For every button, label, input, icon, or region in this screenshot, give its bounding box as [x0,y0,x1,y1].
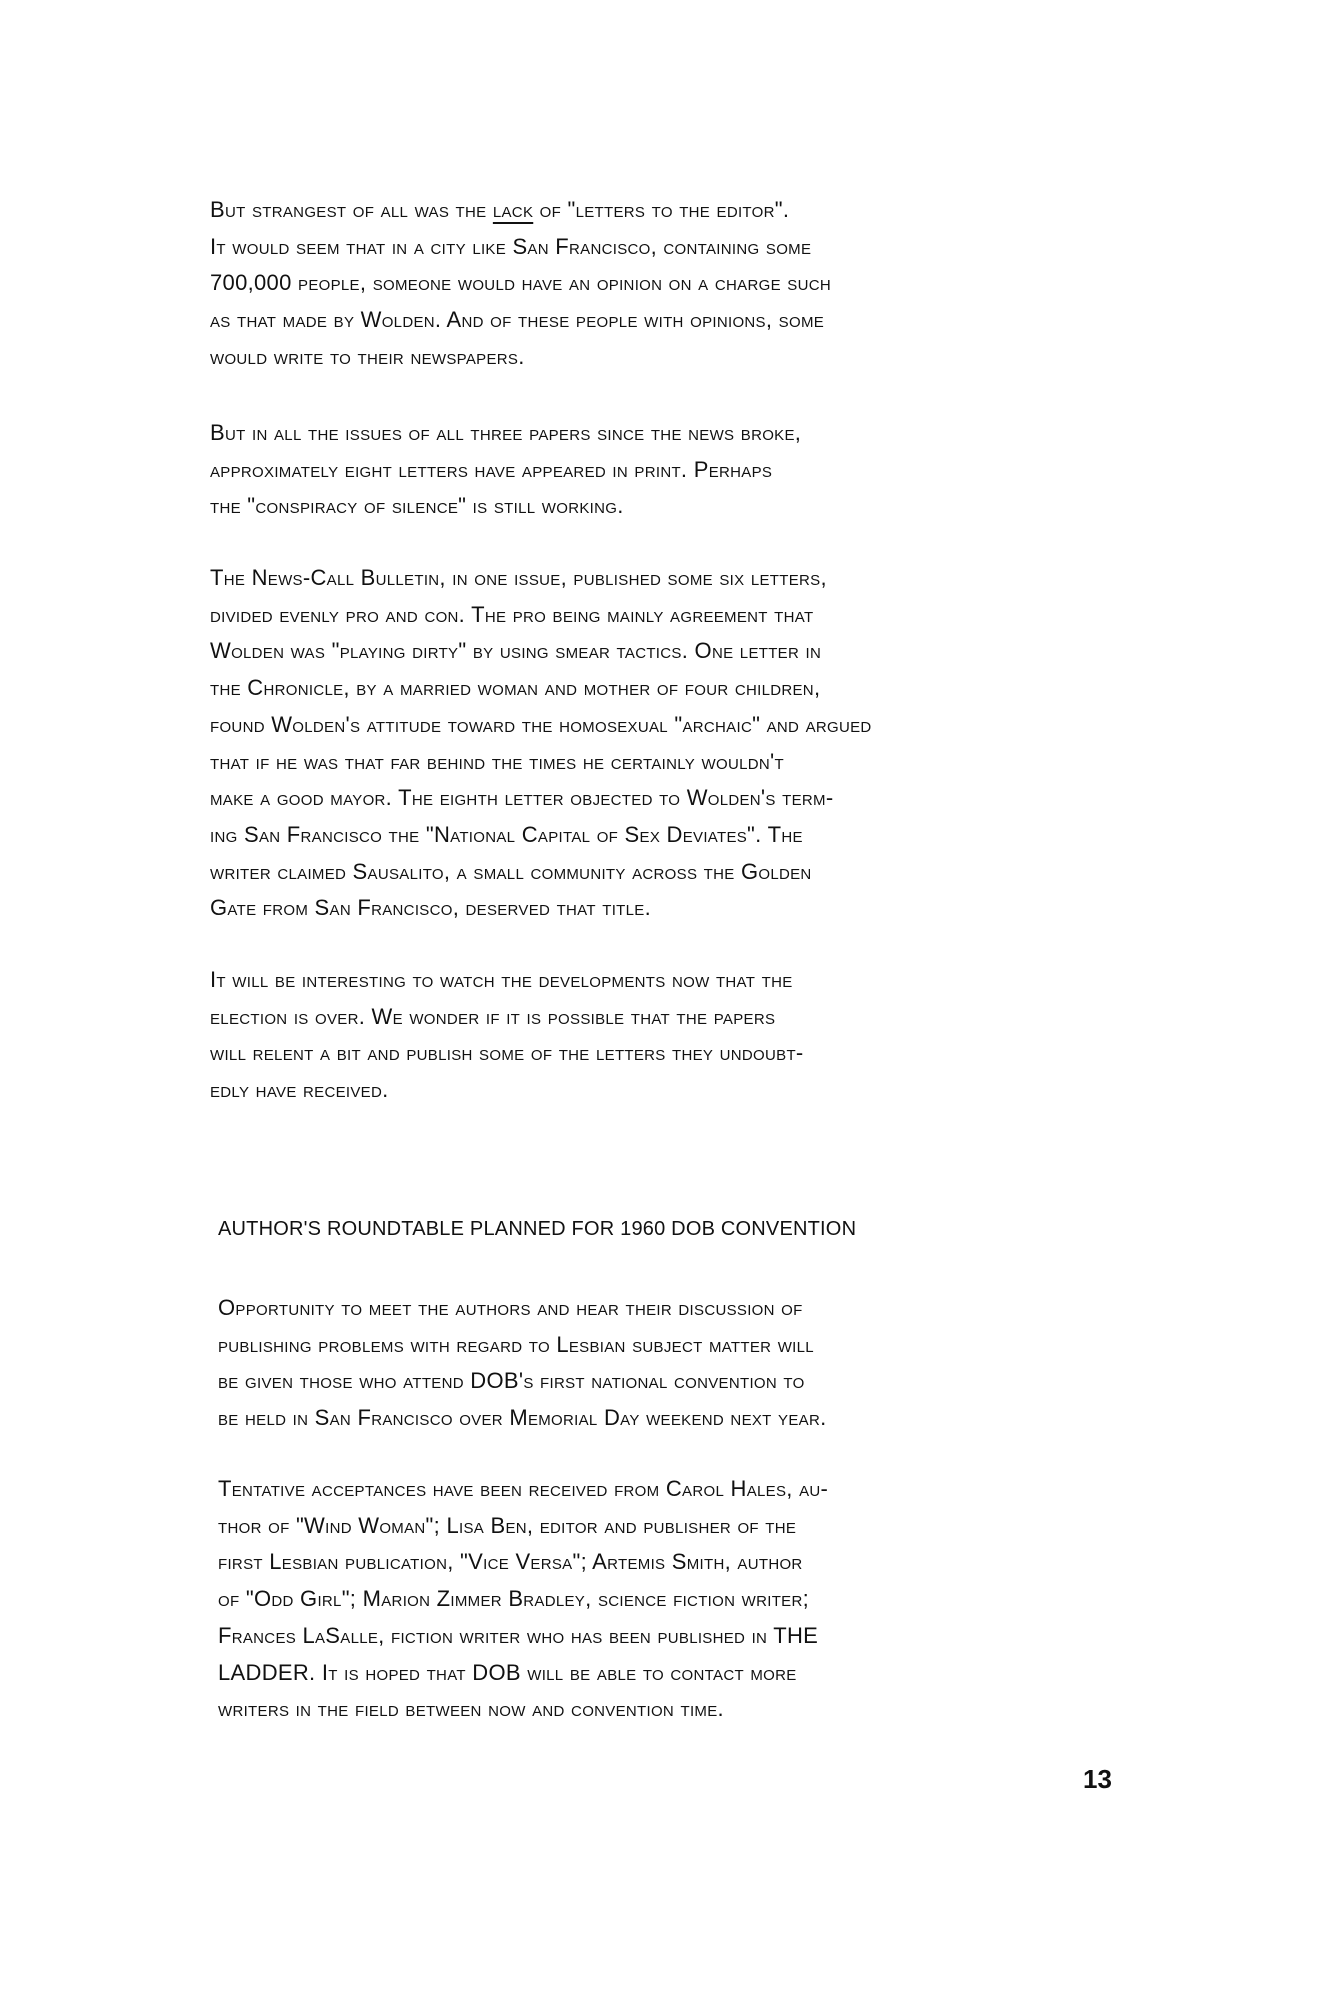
text-line: that if he was that far behind the times he certainly wouldn't [210,748,784,774]
text-line: Opportunity to meet the authors and hear their discussion of [218,1295,803,1320]
text-line: ing San Francisco the "National Capital of Sex Deviates". The [210,821,803,847]
text-line: Wolden was "playing dirty" by using smear tactics. One letter in [210,638,822,664]
text-line: Frances LaSalle, fiction writer who has been published in THE [218,1622,819,1648]
text-line [210,192,831,229]
text-line: of "Odd Girl"; Marion Zimmer Bradley, science fiction writer; [218,1586,810,1612]
text-line: approximately eight letters have appeared in print. Perhaps [210,456,773,482]
text-line: the "conspiracy of silence" is still working. [210,493,624,519]
text-line: publishing problems with regard to Lesbian subject matter will [218,1331,814,1357]
page-number: 13 [1083,1764,1112,1794]
paragraph-eight-letters [210,415,801,525]
text-line: LADDER. It is hoped that DOB will be able to contact more [218,1659,797,1685]
text-line: writer claimed Sausalito, a small community across the Golden [210,858,812,884]
paragraph-news-call-bulletin [210,560,872,927]
text-line: The News-Call Bulletin, in one issue, published some six letters, [210,565,827,590]
text-line: Gate from San Francisco, deserved that title. [210,895,651,921]
text-line: the Chronicle, by a married woman and mother of four children, [210,675,821,701]
paragraph-election-over [210,962,804,1109]
text-line: be given those who attend DOB's first national convention to [218,1368,805,1394]
text-line: writers in the field between now and convention time. [218,1696,724,1722]
underlined-word: lack [492,197,534,222]
text-line: But in all the issues of all three papers since the news broke, [210,420,802,445]
text-line: first Lesbian publication, "Vice Versa"; Artemis Smith, author [218,1549,803,1575]
section-heading: AUTHOR'S ROUNDTABLE PLANNED FOR 1960 DOB CONVENTION [218,1218,857,1240]
text-segment: But strangest of all was the [210,197,493,222]
text-line: thor of "Wind Woman"; Lisa Ben, editor and publisher of the [218,1512,797,1538]
text-line: found Wolden's attitude toward the homosexual "archaic" and argued [210,711,872,737]
text-line: It will be interesting to watch the developments now that the [210,967,793,992]
paragraph-lack-of-letters [210,192,831,376]
text-line: be held in San Francisco over Memorial Day weekend next year. [218,1405,827,1431]
text-line: would write to their newspapers. [210,343,525,369]
text-line: edly have received. [210,1077,389,1103]
text-line: It would seem that in a city like San Francisco, containing some [210,233,812,259]
paragraph-convention-opportunity [218,1290,827,1437]
paragraph-tentative-acceptances [218,1471,828,1728]
text-line: 700,000 people, someone would have an opinion on a charge such [210,270,831,296]
text-line: election is over. We wonder if it is possible that the papers [210,1003,776,1029]
text-segment: of "letters to the editor". [533,197,790,222]
text-line: as that made by Wolden. And of these people with opinions, some [210,307,825,333]
text-line: make a good mayor. The eighth letter objected to Wolden's term- [210,785,834,811]
text-line: will relent a bit and publish some of the letters they undoubt- [210,1040,804,1066]
text-line: Tentative acceptances have been received from Carol Hales, au- [218,1476,829,1501]
text-line: divided evenly pro and con. The pro being mainly agreement that [210,601,814,627]
